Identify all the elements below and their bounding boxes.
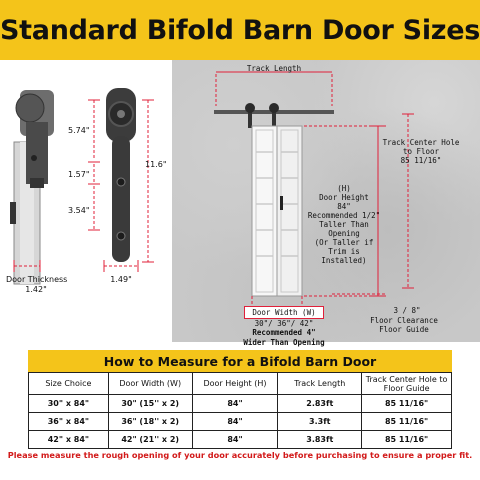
door-height-line-1: (H) xyxy=(337,184,351,193)
door-height-line-3: 84" xyxy=(337,202,351,211)
door-thickness-label: Door Thickness xyxy=(6,275,68,284)
cell-height: 84" xyxy=(192,431,278,449)
table-header-row xyxy=(29,373,452,395)
door-height-line-2: Door Height xyxy=(319,193,369,202)
door-thickness-value: 1.42" xyxy=(25,285,47,294)
door-width-recommend-line-2: Wider Than Opening xyxy=(243,338,325,347)
hardware-illustration xyxy=(0,60,172,342)
track-center-line-2: to Floor xyxy=(402,147,440,156)
cell-track: 2.83ft xyxy=(278,395,362,413)
door-width-recommend-extra xyxy=(234,338,334,347)
door-height-line-7: (Or Taller if xyxy=(314,238,374,247)
col-door-width: Door Width (W) xyxy=(108,373,192,395)
dim-mid-label: 1.57" xyxy=(68,170,90,179)
col-track-length: Track Length xyxy=(278,373,362,395)
cell-width: 30" (15'' x 2) xyxy=(108,395,192,413)
cell-center: 85 11/16" xyxy=(362,395,452,413)
table-row xyxy=(29,431,452,449)
door-height-line-4: Recommended 1/2" xyxy=(307,211,381,220)
hardware-diagram xyxy=(0,60,172,342)
cell-height: 84" xyxy=(192,395,278,413)
cell-size: 30" x 84" xyxy=(29,395,109,413)
door-width-recommend-line-1: Recommended 4" xyxy=(252,328,316,337)
cell-width: 42" (21'' x 2) xyxy=(108,431,192,449)
door-width-recommend xyxy=(234,328,334,337)
cell-size: 42" x 84" xyxy=(29,431,109,449)
door-width-sizes: 30"/ 36"/ 42" xyxy=(254,319,314,328)
cell-height: 84" xyxy=(192,413,278,431)
door-height-line-6: Opening xyxy=(328,229,360,238)
floor-clearance-value: 3 / 8" xyxy=(393,306,421,315)
door-photo-panel xyxy=(172,60,480,342)
cell-track: 3.3ft xyxy=(278,413,362,431)
dim-lower-label: 3.54" xyxy=(68,206,90,215)
cell-center: 85 11/16" xyxy=(362,431,452,449)
cell-size: 36" x 84" xyxy=(29,413,109,431)
track-center-callout xyxy=(366,138,476,165)
floor-clearance-line-1: Floor Clearance xyxy=(370,316,438,325)
door-width-label: Door Width (W) xyxy=(244,306,324,319)
door-height-line-8: Trim is xyxy=(328,247,360,256)
track-center-line-3: 85 11/16" xyxy=(400,156,442,165)
cell-center: 85 11/16" xyxy=(362,413,452,431)
page-title: Standard Bifold Barn Door Sizes xyxy=(0,14,480,46)
dim-upper-label: 5.74" xyxy=(68,126,90,135)
table-row xyxy=(29,395,452,413)
door-height-line-5: Taller Than xyxy=(319,220,369,229)
cell-track: 3.83ft xyxy=(278,431,362,449)
col-track-center: Track Center Hole to Floor Guide xyxy=(362,373,452,395)
cell-width: 36" (18'' x 2) xyxy=(108,413,192,431)
col-door-height: Door Height (H) xyxy=(192,373,278,395)
floor-clearance-callout xyxy=(354,316,454,334)
track-center-line-1: Track Center Hole xyxy=(382,138,460,147)
measure-table xyxy=(28,350,452,449)
table-row xyxy=(29,413,452,431)
size-table xyxy=(28,372,452,449)
track-length-label: Track Length xyxy=(246,64,302,73)
table-title: How to Measure for a Bifold Barn Door xyxy=(28,350,452,372)
dim-overall-label: 11.6" xyxy=(145,160,167,169)
warning-note: Please measure the rough opening of your door accurately before purchasing to ensure a proper fit. xyxy=(7,450,473,460)
title-banner xyxy=(0,0,480,60)
floor-clearance-line-2: Floor Guide xyxy=(379,325,429,334)
door-height-callout xyxy=(304,184,384,265)
door-height-line-9: Installed) xyxy=(321,256,367,265)
bracket-width-label: 1.49" xyxy=(110,275,132,284)
col-size-choice: Size Choice xyxy=(29,373,109,395)
